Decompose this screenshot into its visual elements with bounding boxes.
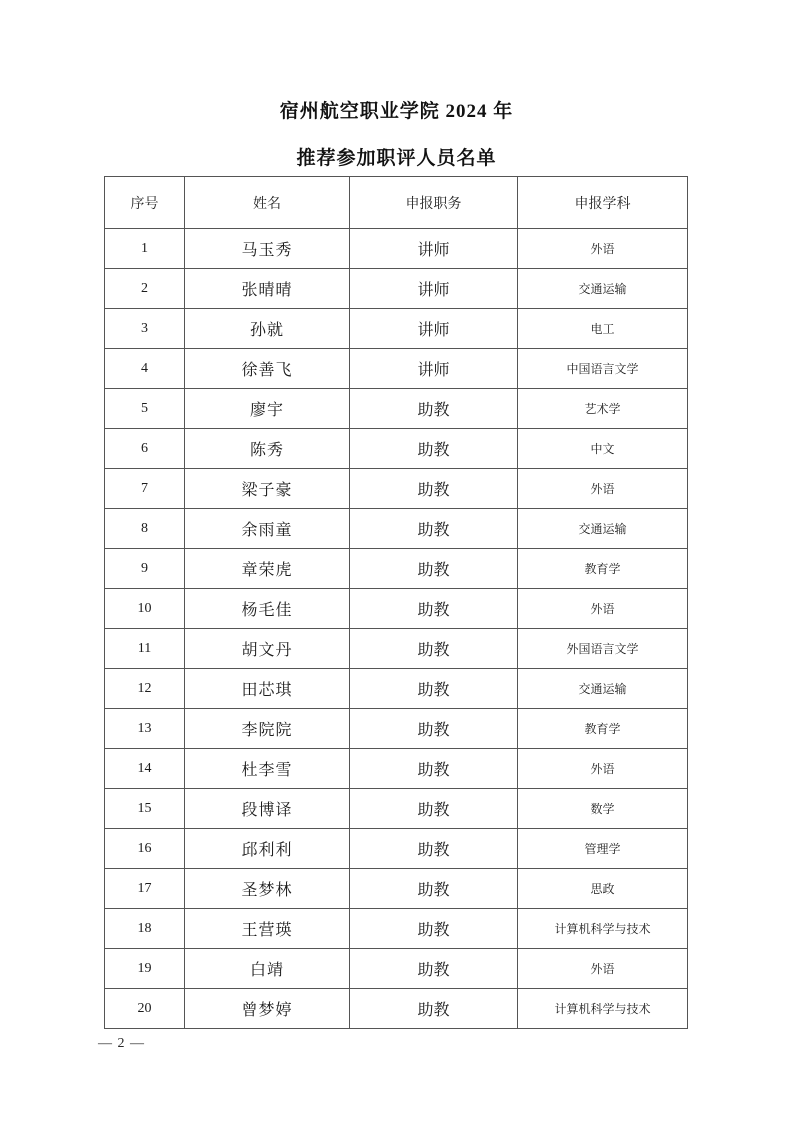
cell-serial-number: 5	[105, 389, 185, 429]
cell-applied-discipline: 数学	[518, 789, 688, 829]
table-row	[105, 989, 688, 1029]
table-row	[105, 749, 688, 789]
table-row	[105, 629, 688, 669]
cell-applied-position: 助教	[350, 549, 518, 589]
cell-applied-discipline: 交通运输	[518, 509, 688, 549]
cell-applied-discipline: 思政	[518, 869, 688, 909]
cell-applied-position: 助教	[350, 589, 518, 629]
cell-applied-position: 助教	[350, 909, 518, 949]
cell-applied-position: 讲师	[350, 229, 518, 269]
cell-name: 杜李雪	[185, 749, 350, 789]
cell-serial-number: 14	[105, 749, 185, 789]
cell-applied-discipline: 外语	[518, 749, 688, 789]
cell-name: 王营瑛	[185, 909, 350, 949]
cell-name: 章荣虎	[185, 549, 350, 589]
cell-applied-position: 助教	[350, 429, 518, 469]
cell-applied-position: 助教	[350, 989, 518, 1029]
cell-applied-discipline: 外国语言文学	[518, 629, 688, 669]
cell-applied-discipline: 外语	[518, 229, 688, 269]
table-row	[105, 429, 688, 469]
cell-applied-position: 助教	[350, 509, 518, 549]
cell-applied-discipline: 外语	[518, 469, 688, 509]
cell-applied-discipline: 中文	[518, 429, 688, 469]
cell-serial-number: 10	[105, 589, 185, 629]
cell-serial-number: 1	[105, 229, 185, 269]
cell-applied-discipline: 教育学	[518, 549, 688, 589]
cell-name: 胡文丹	[185, 629, 350, 669]
table-row	[105, 229, 688, 269]
table-header-row	[105, 177, 688, 229]
cell-name: 马玉秀	[185, 229, 350, 269]
cell-serial-number: 19	[105, 949, 185, 989]
cell-applied-discipline: 管理学	[518, 829, 688, 869]
cell-applied-position: 助教	[350, 789, 518, 829]
cell-serial-number: 3	[105, 309, 185, 349]
cell-serial-number: 4	[105, 349, 185, 389]
page-number: — 2 —	[98, 1036, 145, 1051]
table-row	[105, 949, 688, 989]
cell-applied-position: 助教	[350, 629, 518, 669]
table-row	[105, 309, 688, 349]
table-row	[105, 829, 688, 869]
document-subtitle: 推荐参加职评人员名单	[296, 148, 497, 169]
cell-name: 段博译	[185, 789, 350, 829]
table-row	[105, 589, 688, 629]
cell-applied-discipline: 教育学	[518, 709, 688, 749]
cell-name: 廖宇	[185, 389, 350, 429]
personnel-table	[104, 176, 688, 1029]
cell-applied-position: 助教	[350, 829, 518, 869]
table-row	[105, 389, 688, 429]
cell-name: 孙就	[185, 309, 350, 349]
cell-name: 白靖	[185, 949, 350, 989]
table-row	[105, 669, 688, 709]
cell-applied-discipline: 交通运输	[518, 669, 688, 709]
document-title: 宿州航空职业学院 2024 年	[279, 101, 514, 122]
cell-serial-number: 8	[105, 509, 185, 549]
table-row	[105, 709, 688, 749]
cell-applied-discipline: 交通运输	[518, 269, 688, 309]
header-applied-discipline: 申报学科	[518, 177, 688, 229]
cell-applied-discipline: 计算机科学与技术	[518, 989, 688, 1029]
cell-serial-number: 13	[105, 709, 185, 749]
cell-name: 徐善飞	[185, 349, 350, 389]
table-row	[105, 869, 688, 909]
table-row	[105, 509, 688, 549]
cell-applied-position: 助教	[350, 949, 518, 989]
cell-name: 李院院	[185, 709, 350, 749]
cell-applied-position: 讲师	[350, 309, 518, 349]
cell-applied-discipline: 外语	[518, 589, 688, 629]
cell-applied-discipline: 艺术学	[518, 389, 688, 429]
cell-name: 田芯琪	[185, 669, 350, 709]
cell-name: 陈秀	[185, 429, 350, 469]
cell-applied-position: 讲师	[350, 269, 518, 309]
cell-applied-position: 讲师	[350, 349, 518, 389]
header-name: 姓名	[185, 177, 350, 229]
cell-serial-number: 6	[105, 429, 185, 469]
cell-serial-number: 12	[105, 669, 185, 709]
cell-serial-number: 7	[105, 469, 185, 509]
cell-applied-discipline: 外语	[518, 949, 688, 989]
cell-applied-discipline: 中国语言文学	[518, 349, 688, 389]
cell-name: 余雨童	[185, 509, 350, 549]
cell-name: 杨毛佳	[185, 589, 350, 629]
table-row	[105, 909, 688, 949]
cell-applied-discipline: 计算机科学与技术	[518, 909, 688, 949]
cell-name: 邱利利	[185, 829, 350, 869]
cell-serial-number: 15	[105, 789, 185, 829]
cell-serial-number: 20	[105, 989, 185, 1029]
cell-applied-position: 助教	[350, 869, 518, 909]
table-row	[105, 549, 688, 589]
cell-applied-position: 助教	[350, 669, 518, 709]
cell-name: 曾梦婷	[185, 989, 350, 1029]
table-row	[105, 789, 688, 829]
cell-serial-number: 18	[105, 909, 185, 949]
cell-applied-discipline: 电工	[518, 309, 688, 349]
table-row	[105, 269, 688, 309]
cell-serial-number: 17	[105, 869, 185, 909]
cell-applied-position: 助教	[350, 389, 518, 429]
cell-applied-position: 助教	[350, 469, 518, 509]
cell-serial-number: 9	[105, 549, 185, 589]
cell-applied-position: 助教	[350, 749, 518, 789]
table-row	[105, 349, 688, 389]
cell-applied-position: 助教	[350, 709, 518, 749]
cell-serial-number: 16	[105, 829, 185, 869]
header-applied-position: 申报职务	[350, 177, 518, 229]
cell-serial-number: 11	[105, 629, 185, 669]
header-serial-number: 序号	[105, 177, 185, 229]
cell-serial-number: 2	[105, 269, 185, 309]
cell-name: 圣梦林	[185, 869, 350, 909]
cell-name: 张晴晴	[185, 269, 350, 309]
table-row	[105, 469, 688, 509]
cell-name: 梁子豪	[185, 469, 350, 509]
